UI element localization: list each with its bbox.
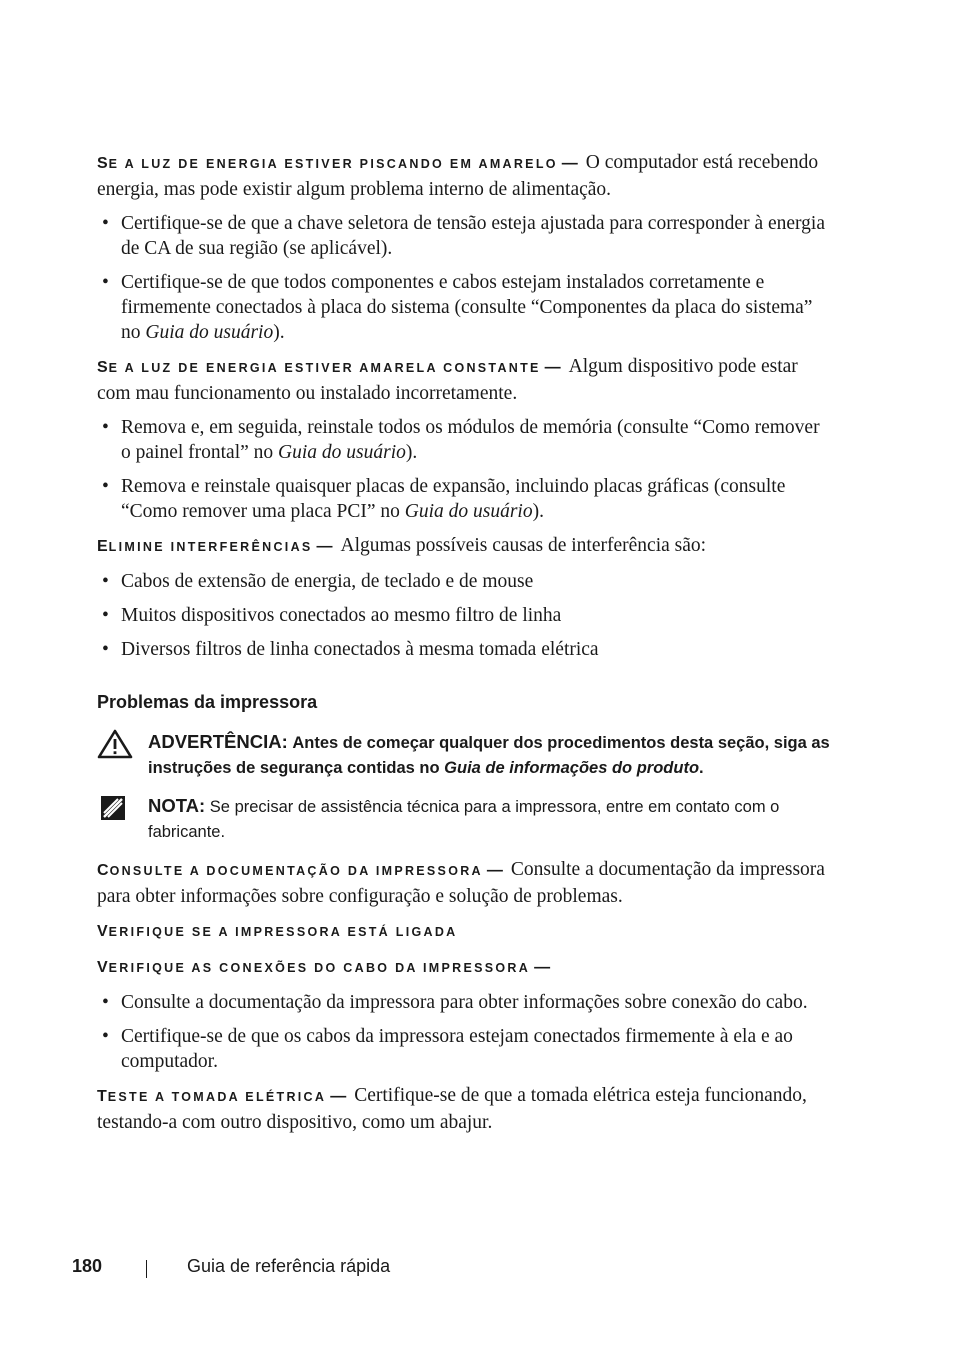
section-printer-docs: CONSULTE A DOCUMENTAÇÃO DA IMPRESSORA — Consulte a documentação da impressora para obter informações sobre configuração e solução de problemas. — [97, 859, 825, 907]
heading-printer-docs: CONSULTE A DOCUMENTAÇÃO DA IMPRESSORA — [97, 862, 483, 879]
section-power-solid: SE A LUZ DE ENERGIA ESTIVER AMARELA CONSTANTE — Algum dispositivo pode estar com mau funcionamento ou instalado incorretamente. — [97, 356, 798, 404]
section-printer-on — [97, 918, 832, 945]
list-power-blinking — [97, 211, 832, 345]
list-item: • Certifique-se de que os cabos da impressora estejam conectados firmemente à ela e ao computador. — [97, 1024, 832, 1074]
footer-divider — [146, 1260, 147, 1278]
list-printer-cable — [97, 990, 832, 1074]
list-item: • Remova e, em seguida, reinstale todos os módulos de memória (consulte “Como remover o painel frontal” no Guia do usuário). — [97, 415, 832, 465]
heading-printer-on: VERIFIQUE SE A IMPRESSORA ESTÁ LIGADA — [97, 923, 458, 940]
list-power-solid — [97, 415, 832, 524]
heading-printer-cable: VERIFIQUE AS CONEXÕES DO CABO DA IMPRESSORA — [97, 959, 531, 976]
warning-triangle-icon — [97, 729, 133, 767]
list-item: • Diversos filtros de linha conectados à mesma tomada elétrica — [97, 637, 832, 662]
heading-power-blinking: SE A LUZ DE ENERGIA ESTIVER PISCANDO EM AMARELO — [97, 155, 558, 172]
warning-callout: ADVERTÊNCIA: Antes de começar qualquer dos procedimentos desta seção, siga as instruções de segurança contidas no Guia de informações do produto. — [97, 729, 832, 781]
list-interference — [97, 569, 832, 662]
page-number: 180 — [72, 1256, 103, 1276]
section-interference: ELIMINE INTERFERÊNCIAS — Algumas possíveis causas de interferência são: — [97, 535, 707, 556]
note-pencil-icon — [97, 793, 127, 831]
list-item: • Cabos de extensão de energia, de teclado e de mouse — [97, 569, 832, 594]
heading-outlet-test: TESTE A TOMADA ELÉTRICA — [97, 1088, 327, 1105]
section-title-printer: Problemas da impressora — [97, 692, 318, 712]
page-content — [97, 150, 832, 1144]
section-printer-cable: VERIFIQUE AS CONEXÕES DO CABO DA IMPRESSORA — — [97, 959, 551, 976]
list-item: • Remova e reinstale quaisquer placas de expansão, incluindo placas gráficas (consulte “Como remover uma placa PCI” no Guia do usuário). — [97, 474, 832, 524]
heading-power-solid: SE A LUZ DE ENERGIA ESTIVER AMARELA CONSTANTE — [97, 359, 541, 376]
list-item: • Certifique-se de que a chave seletora de tensão esteja ajustada para corresponder à energia de CA de sua região (se aplicável). — [97, 211, 832, 261]
list-item: • Consulte a documentação da impressora para obter informações sobre conexão do cabo. — [97, 990, 832, 1015]
section-outlet-test: TESTE A TOMADA ELÉTRICA — Certifique-se de que a tomada elétrica esteja funcionando, testando-a com outro dispositivo, como um abajur. — [97, 1085, 807, 1133]
list-item: • Certifique-se de que todos componentes e cabos estejam instalados corretamente e firmemente conectados à placa do sistema (consulte “Componentes da placa do sistema” no Guia do usuário). — [97, 270, 832, 345]
list-item: • Muitos dispositivos conectados ao mesmo filtro de linha — [97, 603, 832, 628]
footer-doc-title: Guia de referência rápida — [187, 1256, 391, 1276]
heading-interference: ELIMINE INTERFERÊNCIAS — [97, 538, 313, 555]
section-power-blinking: SE A LUZ DE ENERGIA ESTIVER PISCANDO EM AMARELO — O computador está recebendo energia, mas pode existir algum problema interno de alimentação. — [97, 152, 819, 200]
note-callout: NOTA: Se precisar de assistência técnica para a impressora, entre em contato com o fabricante. — [97, 793, 832, 845]
